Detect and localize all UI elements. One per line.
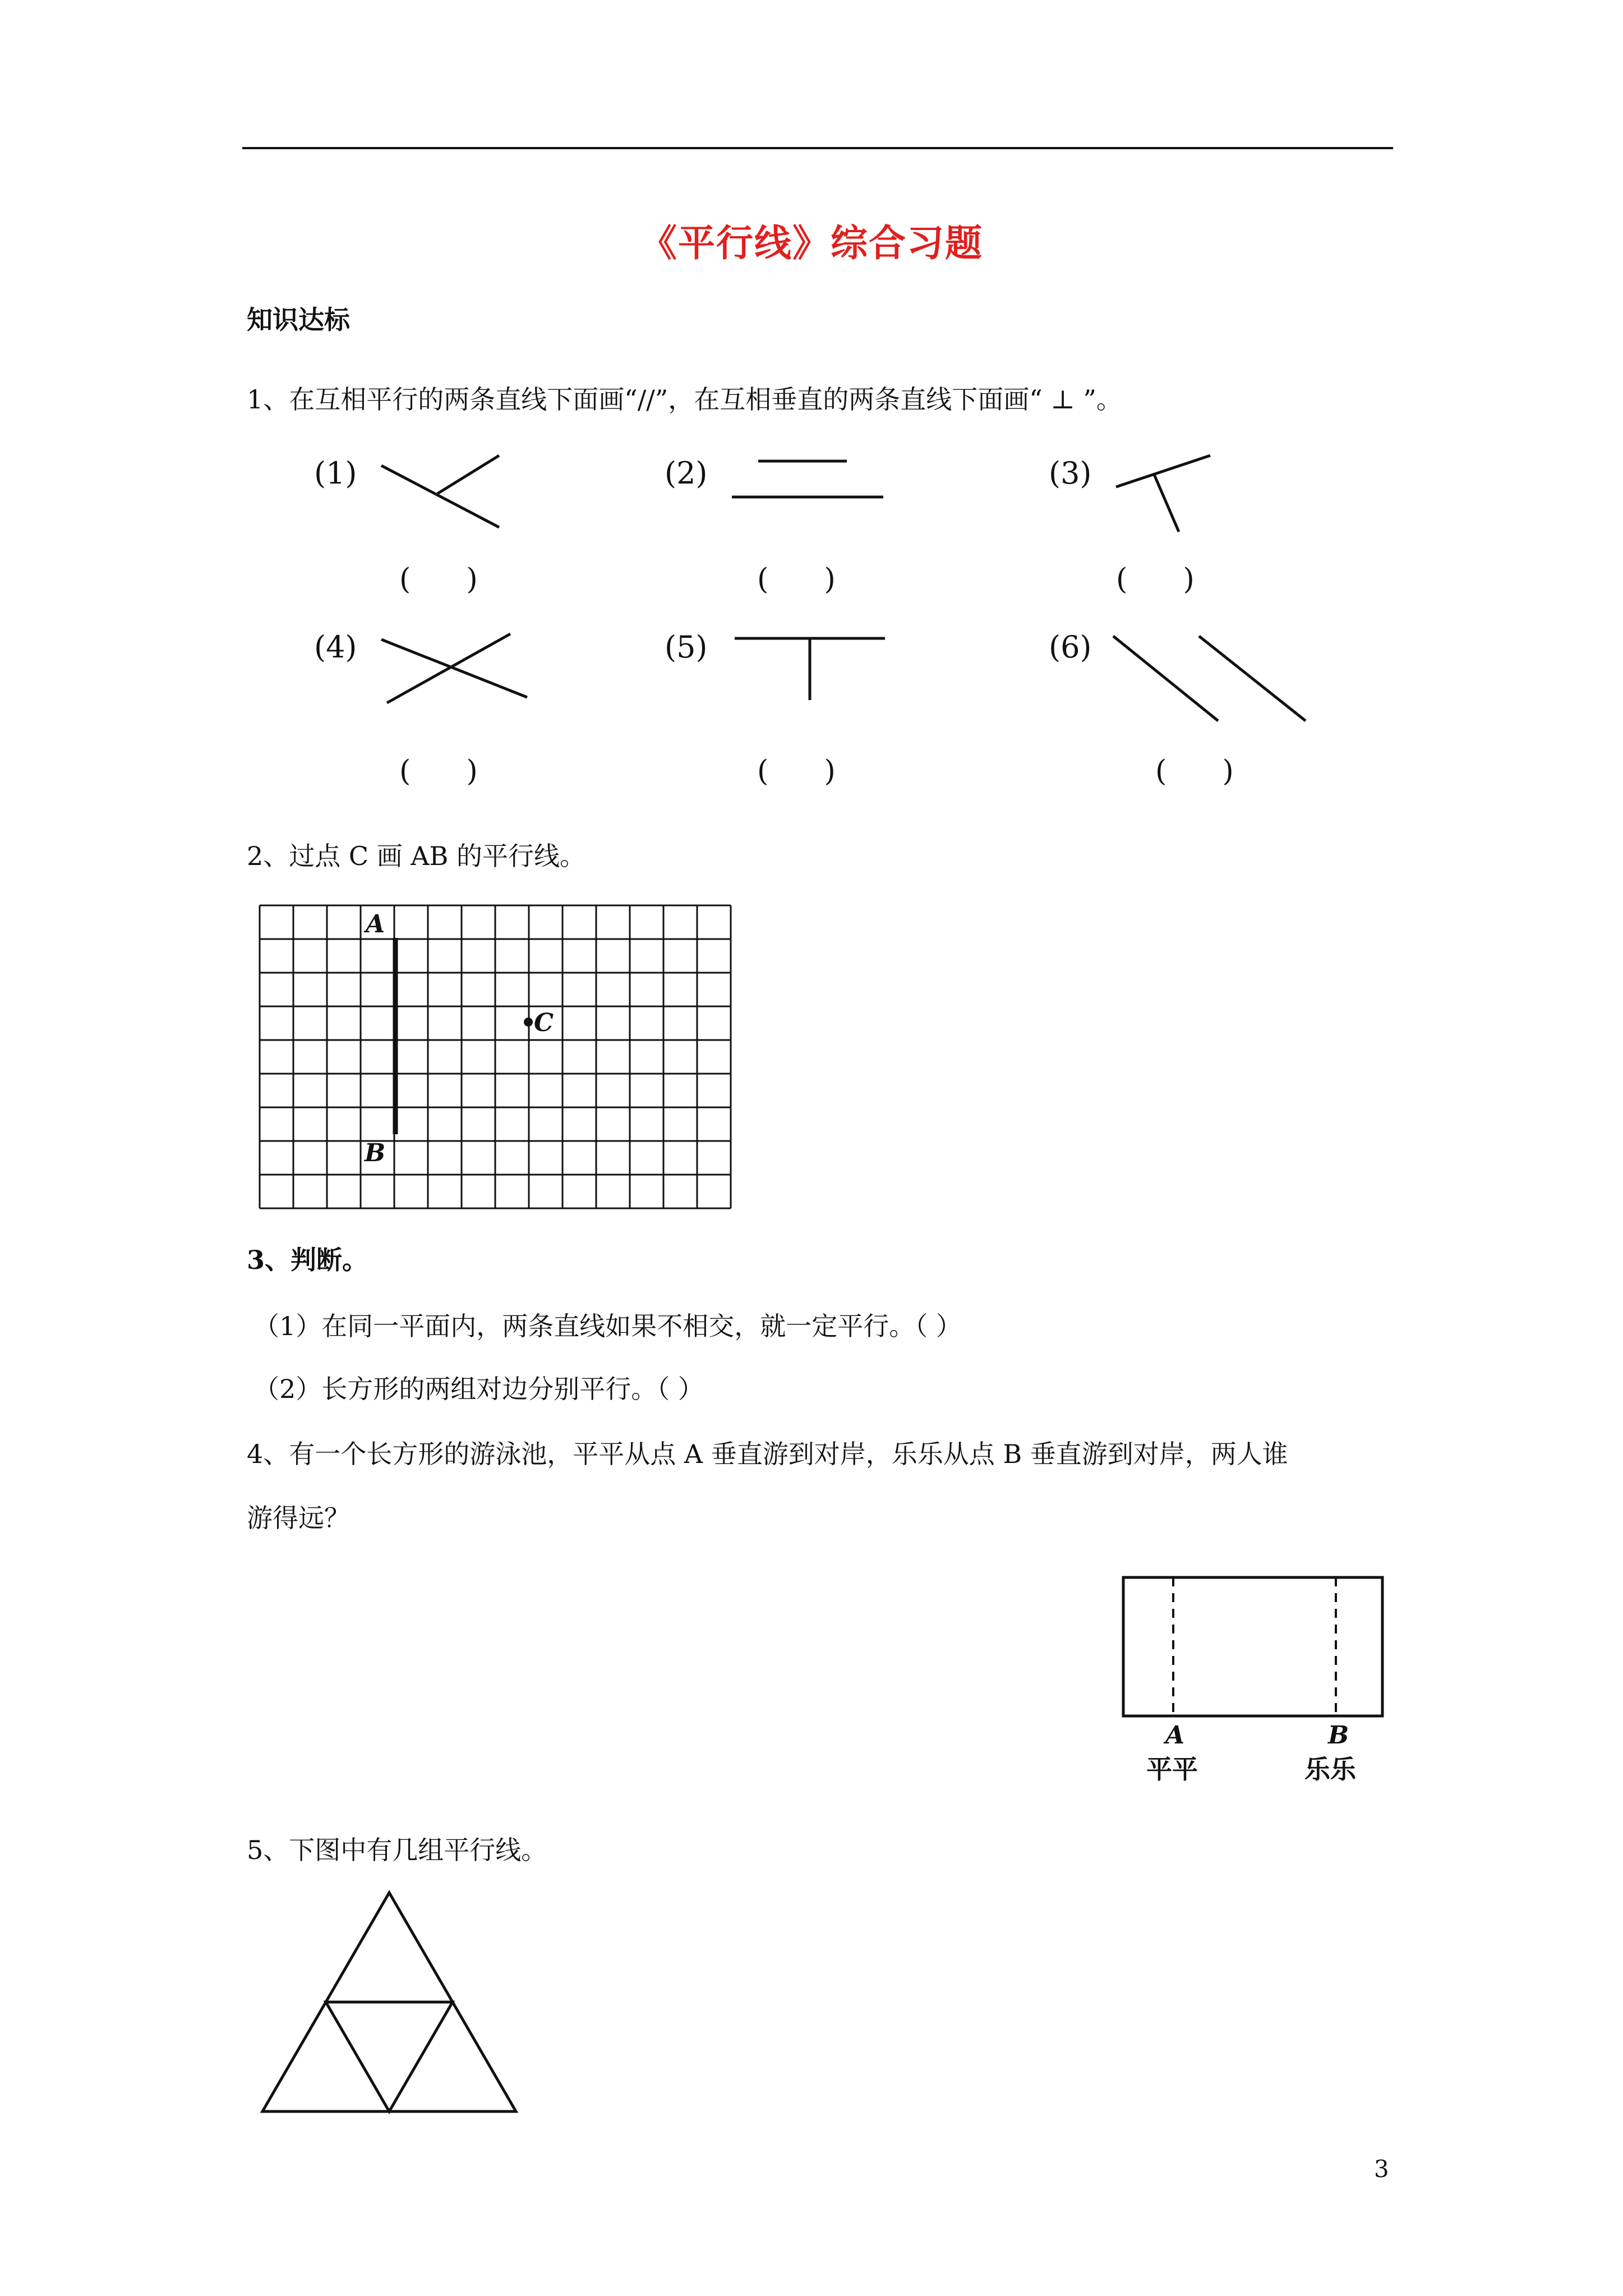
answer-blank-6: ( ) [1155,754,1234,788]
fig4-label: (4) [314,629,357,665]
inner-triangle [326,2002,453,2111]
question-4-text-line1: 4、有一个长方形的游泳池，平平从点 A 垂直游到对岸，乐乐从点 B 垂直游到对岸，两人谁 [247,1439,1288,1469]
question-3-statement-1: （1）在同一平面内，两条直线如果不相交，就一定平行。（ ） [253,1311,962,1341]
answer-blank-4: ( ) [399,754,478,788]
question-5-text: 5、下图中有几组平行线。 [247,1835,547,1865]
lele-label: 乐乐 [1304,1754,1356,1784]
question-3-statement-2: （2）长方形的两组对边分别平行。（ ） [253,1374,704,1404]
page-title: 《平行线》综合习题 [640,221,983,265]
question-3-text: 3、判断。 [247,1245,368,1275]
answer-blank-3: ( ) [1116,563,1195,596]
point-b-label: B [365,1139,386,1167]
question-1-text: 1、在互相平行的两条直线下面画“//”，在互相垂直的两条直线下面画“ ⊥ ”。 [247,384,1122,415]
fig6-label: (6) [1049,629,1092,665]
section-heading: 知识达标 [247,305,350,335]
answer-blank-1: ( ) [399,563,478,596]
page-number: 3 [1374,2155,1389,2183]
fig5-label: (5) [665,629,708,665]
pool-point-b-label: B [1328,1721,1349,1750]
fig1-label: (1) [314,455,357,491]
fig3-label: (3) [1049,455,1092,491]
question-2-text: 2、过点 C 画 AB 的平行线。 [247,841,585,871]
question-4-text-line2: 游得远？ [247,1503,350,1533]
point-c-label: C [534,1009,554,1037]
point-a-label: A [366,910,385,938]
answer-blank-5: ( ) [757,754,836,788]
fig2-label: (2) [665,455,708,491]
pingping-label: 平平 [1146,1754,1198,1784]
answer-blank-2: ( ) [757,563,836,596]
pool-point-a-label: A [1165,1721,1185,1750]
